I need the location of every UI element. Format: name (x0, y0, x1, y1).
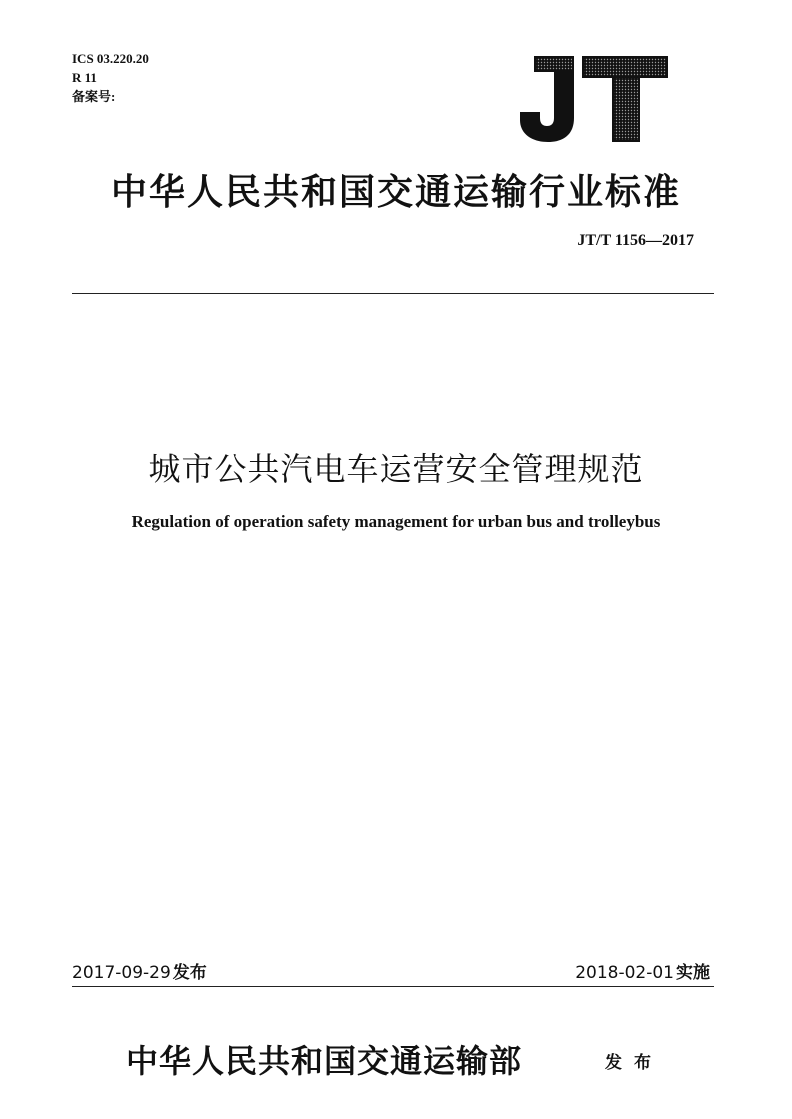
issuing-authority: 中华人民共和国交通运输部 (126, 1042, 523, 1080)
bottom-divider (72, 986, 714, 987)
implementation-date-label: 实施 (676, 963, 710, 983)
issue-date-label: 发布 (172, 963, 207, 983)
ics-code: ICS 03.220.20 (72, 51, 149, 66)
document-title-chinese: 城市公共汽电车运营安全管理规范 (148, 450, 644, 488)
standard-number: JT/T 1156—2017 (577, 232, 694, 249)
classification-code: R 11 (72, 70, 97, 85)
implementation-date (575, 958, 710, 983)
implementation-date-value: 2018-02-01 (575, 963, 674, 983)
jt-logo (516, 52, 672, 144)
record-number-label: 备案号: (72, 89, 116, 104)
document-title-english: Regulation of operation safety management for urban bus and trolleybus (131, 512, 661, 531)
organization-title: 中华人民共和国交通运输行业标准 (110, 171, 681, 213)
issue-date (72, 958, 207, 983)
issuing-action: 发布 (605, 1053, 663, 1073)
issue-date-value: 2017-09-29 (72, 963, 171, 983)
top-divider (72, 293, 714, 294)
